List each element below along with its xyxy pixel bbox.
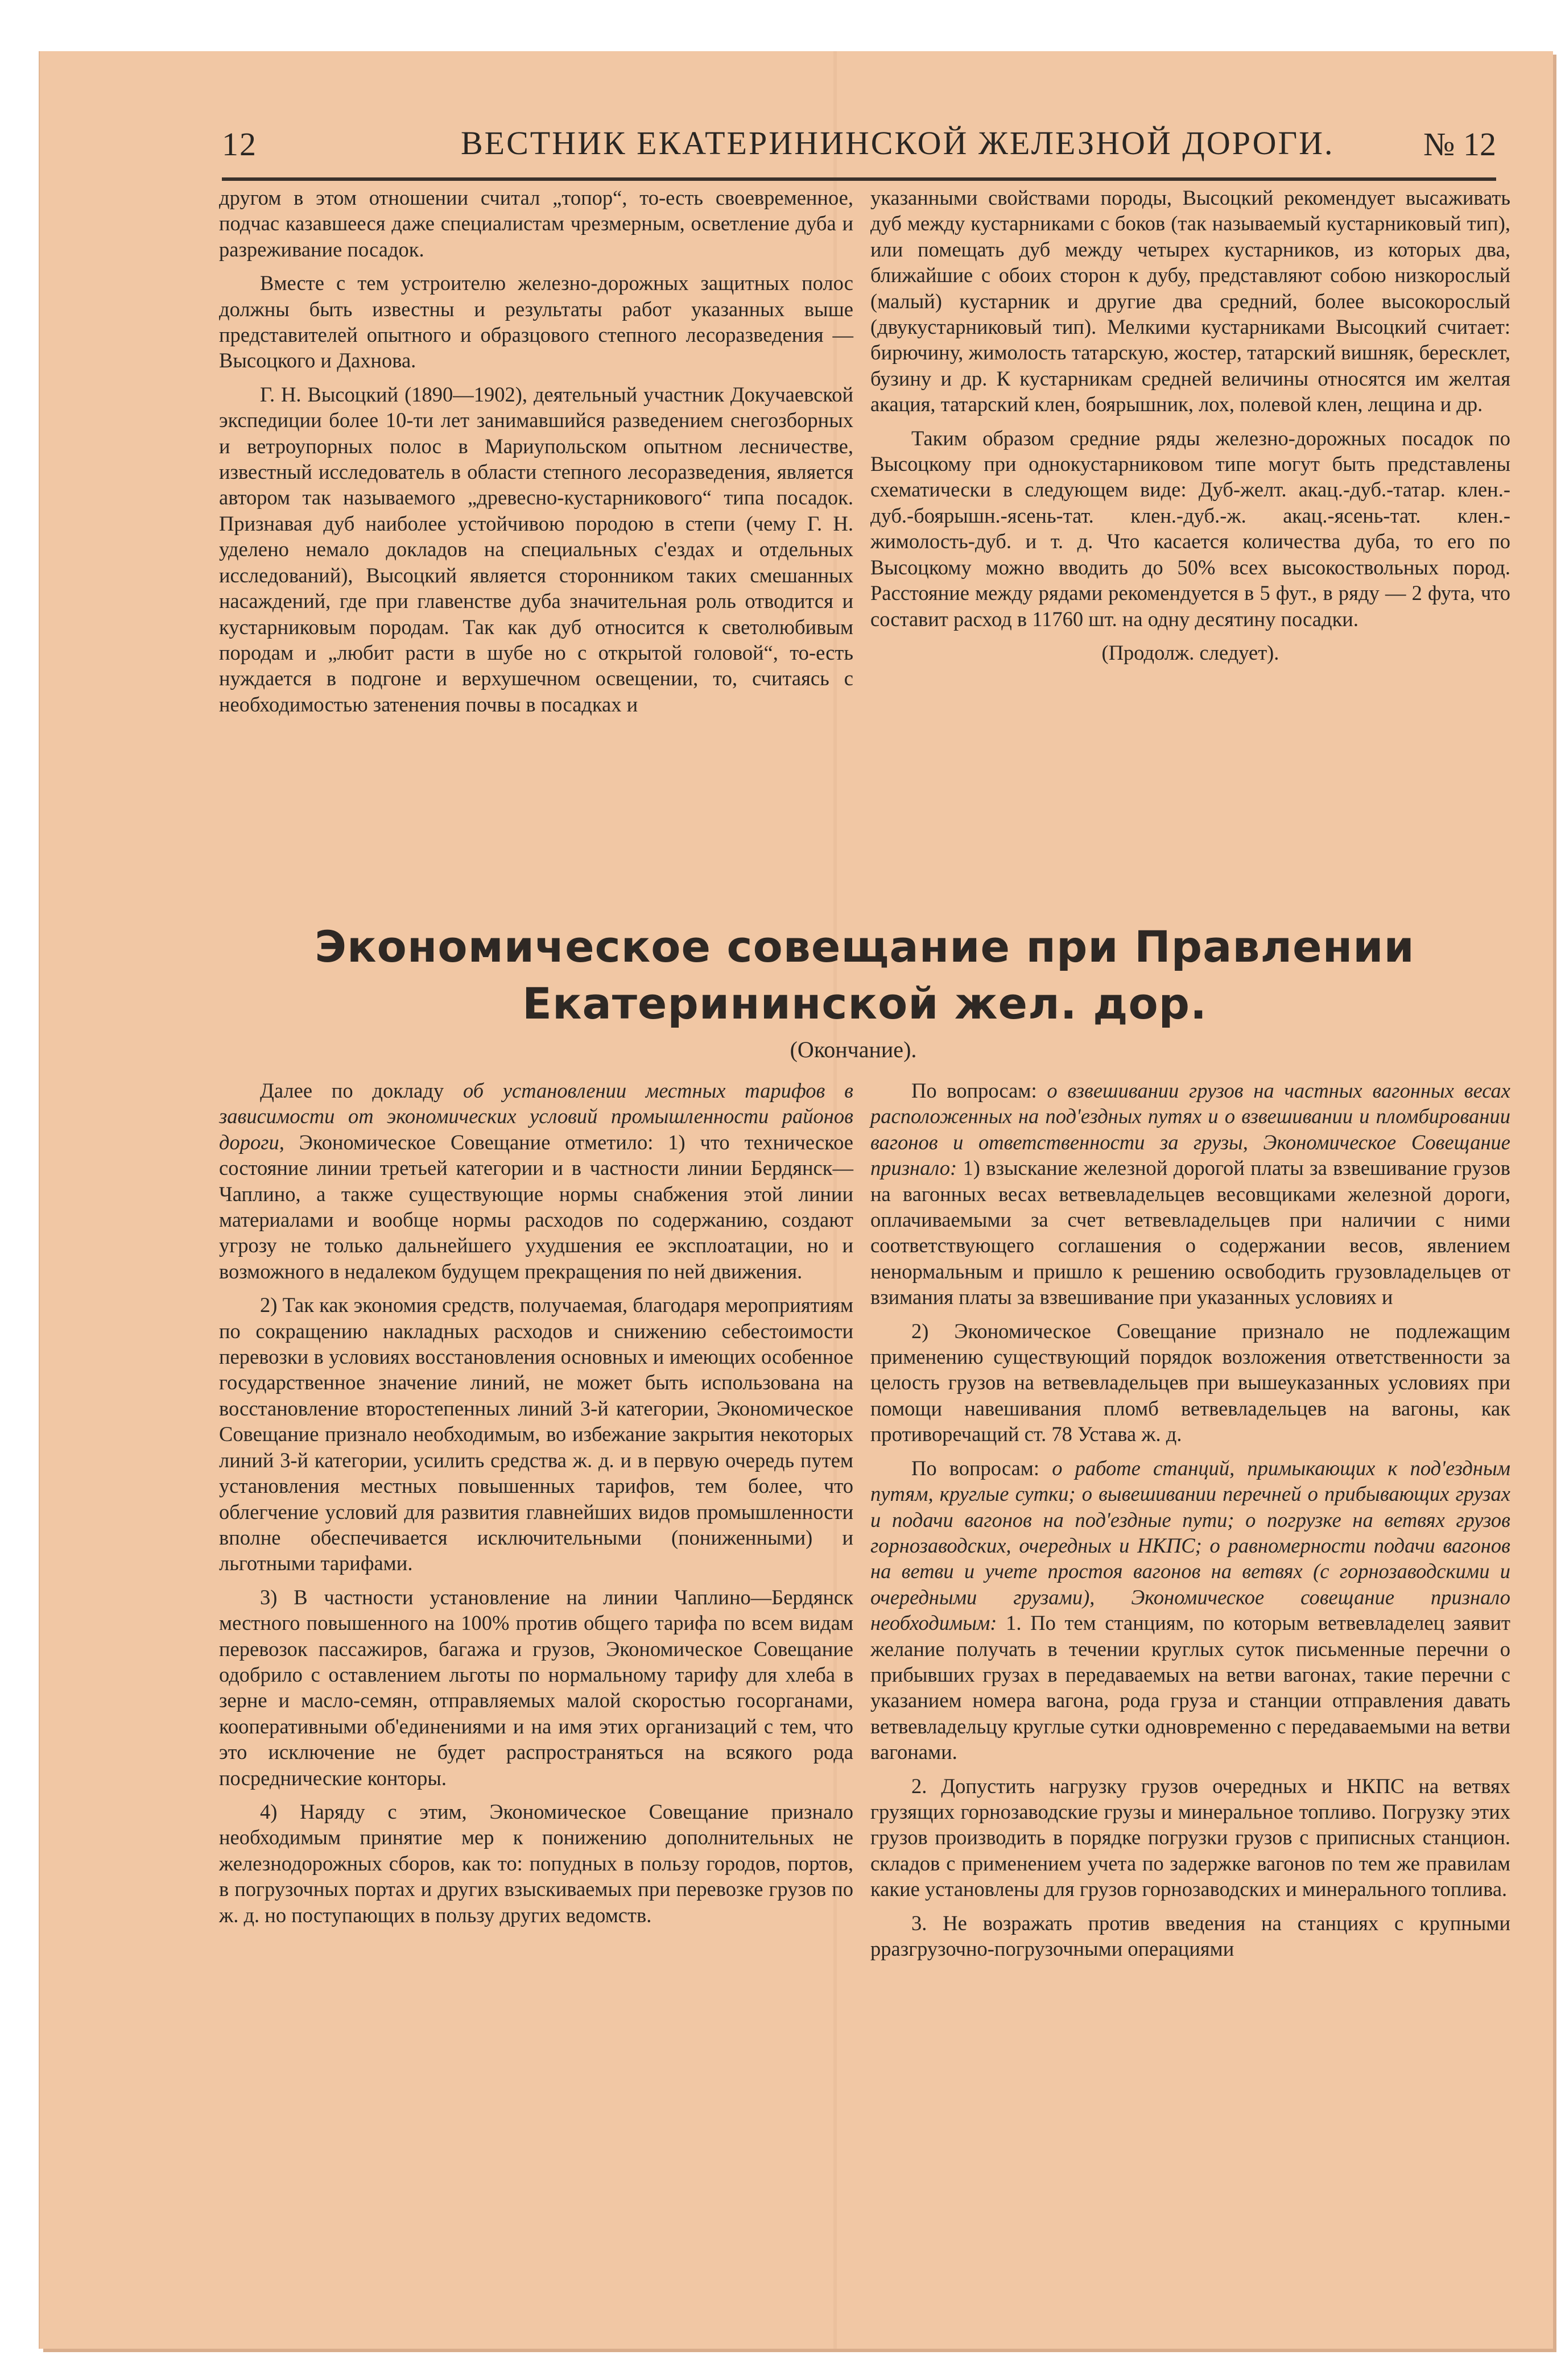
paragraph: 3) В частности установление на линии Чаплино—Бердянск местного повышенного на 100% против общего тарифа по всем видам перевозок пассажиров, багажа и грузов, Экономическое Совещание одобрило с оставлением льготы по нормальному тарифу для хлеба в зерне и масло-семян, отправляемых малой скоростью госорганами, кооперативными об'единениями и на имя этих организаций с тем, что это исключение не будет распространяться на всякого рода посреднические конторы. xyxy=(219,1585,853,1790)
article-title-line-1: Экономическое совещание при Правлении xyxy=(315,921,1415,972)
article-title xyxy=(216,918,1513,1032)
italic-topic: о работе станций, примыкающих к под'ездным путям, круглые сутки; о вывешивании перечней о прибывающих грузах и подачи вагонов на под'ездные пути; о погрузке на ветвях грузов горнозаводских, очередных и НКПС; о равномерности подачи вагонов на ветви и учете простоя вагонов на ветвях (с горнозаводскими и очередными грузами), Экономическое совещание признало необходимым: xyxy=(870,1456,1511,1635)
paragraph: 2) Так как экономия средств, получаемая, благодаря мероприятиям по сокращению накладных расходов и снижению себестоимости перевозки в условиях восстановления основных и имеющих особенное государственное значение линий, не может быть использована на восстановление второстепенных линий 3-й категории, Экономическое Совещание признало необходимым, во избежание закрытия некоторых линий 3-й категории, усилить средства ж. д. и в первую очередь путем установления местных повышенных тарифов, тем более, что облегчение условий для развития главнейших видов промышленности вполне обеспечивается исключительными (пониженными) и льготными тарифами. xyxy=(219,1293,853,1575)
paragraph: Г. Н. Высоцкий (1890—1902), деятельный участник Докучаевской экспедиции более 10-ти лет занимавшийся разведением снегозборных и ветроупорных полос в Мариупольском опытном лесничестве, известный исследователь в области степного лесоразведения, является автором так называемого „древесно-кустарникового“ типа посадок. Признавая дуб наиболее устойчивою породою в степи (чему Г. Н. уделено немало докладов на специальных с'ездах и отдельных исследований), Высоцкий является сторонником таких смешанных насаждений, где при главенстве дуба значительная роль отводится и кустарниковым породам. Так как дуб относится к светолюбивым породам и „любит расти в шубе но с открытой головой“, то-есть нуждается в подгоне и верхушечном освещении, то, считаясь с необходимостью затенения почвы в посадках и xyxy=(219,382,853,716)
text-run: 1) взыскание железной дорогой платы за взвешивание грузов на вагонных весах ветвевладельцев весовщиками железной дороги, оплачиваемыми за счет ветвевладельцев при наличии с ними соответствующего соглашения о содержании весов, явлением ненормальным и пришло к решению освободить грузовладельцев от взимания платы за взвешивание при указанных условиях и xyxy=(870,1156,1510,1309)
paragraph xyxy=(870,1078,1510,1310)
paragraph: 4) Наряду с этим, Экономическое Совещание признало необходимым принятие мер к понижению дополнительных не железнодорожных сборов, как то: попудных в пользу городов, портов, в погрузочных портах и других взыскиваемых при перевозке грузов по ж. д. но поступающих в пользу других ведомств. xyxy=(219,1799,853,1927)
top-article-column-left xyxy=(219,185,853,725)
text-run: По вопросам: xyxy=(911,1079,1047,1102)
article-column-left xyxy=(219,1078,853,1936)
article-subtitle: (Окончание). xyxy=(790,1037,917,1062)
paragraph: указанными свойствами породы, Высоцкий рекомендует высаживать дуб между кустарниками с боков (так называемый кустарниковый тип), или помещать дуб между четырех кустарников, из которых два, ближайшие с обоих сторон к дубу, представляют собою низкорослый (малый) кустарник и другие два средний, более высокорослый (двукустарниковый тип). Мелкими кустарниками Высоцкий считает: бирючину, жимолость татарскую, жостер, татарский вишняк, бересклет, бузину и др. К кустарникам средней величины относятся им желтая акация, татарский клен, боярышник, лох, полевой клен, лещина и др. xyxy=(870,186,1510,416)
journal-title: ВЕСТНИК ЕКАТЕРИНИНСКОЙ ЖЕЛЕЗНОЙ ДОРОГИ. xyxy=(461,125,1335,162)
paragraph: 2. Допустить нагрузку грузов очередных и НКПС на ветвях грузящих горнозаводские грузы и минеральное топливо. Погрузку этих грузов производить в порядке погрузки грузов с приписных станцион. складов с применением учета по задержке вагонов по тем же правилам какие установлены для грузов горнозаводских и минерального топлива. xyxy=(870,1774,1510,1901)
text-run: Экономическое Совещание отметило: 1) что техническое состояние линии третьей категории и в частности линии Бердянск—Чаплино, а также существующие нормы снабжения этой линии материалами и вообще нормы расходов по содержанию, создают угрозу не только дальнейшего ухудшения ее эксплоатации, но и возможного в недалеком будущем прекращения по ней движения. xyxy=(219,1130,853,1283)
text-run: Далее по докладу xyxy=(260,1079,463,1102)
paragraph: 3. Не возражать против введения на станциях с крупными рразгрузочно-погрузочными операциями xyxy=(870,1911,1510,1960)
italic-topic: об установлении местных тарифов в зависимости от экономических условий промышленности районов дороги, xyxy=(219,1079,853,1154)
text-run: По вопросам: xyxy=(911,1456,1052,1480)
paragraph: 2) Экономическое Совещание признало не подлежащим применению существующий порядок возложения ответственности за целость грузов на ветвевладельцев при вышеуказанных условиях при помощи навешивания пломб ветвевладельцев на вагоны, как противоречащий ст. 78 Устава ж. д. xyxy=(870,1319,1510,1446)
header-rule xyxy=(222,177,1496,181)
paragraph xyxy=(219,1078,853,1284)
paragraph: Вместе с тем устроителю железно-дорожных защитных полос должны быть известны и результаты работ указанных выше представителей опытного и образцового степного лесоразведения — Высоцкого и Дахнова. xyxy=(219,271,853,372)
article-title-line-2: Екатерининской жел. дор. xyxy=(522,978,1207,1029)
issue-number: № 12 xyxy=(1423,126,1496,163)
top-article-column-right xyxy=(870,185,1510,673)
italic-topic: о взвешивании грузов на частных вагонных весах расположенных на под'ездных путях и о взвешивании и пломбировании вагонов и ответственности за грузы, Экономическое Совещание признало: xyxy=(870,1079,1510,1180)
paragraph: Таким образом средние ряды железно-дорожных посадок по Высоцкому при однокустарниковом типе могут быть представлены схематически в следующем виде: Дуб-желт. акац.-дуб.-татар. клен.-дуб.-боярышн.-ясень-тат. клен.-дуб.-ж. акац.-ясень-тат. клен.-жимолость-дуб. и т. д. Что касается количества дуба, то его по Высоцкому можно вводить до 50% всех высокоствольных пород. Расстояние между рядами рекомендуется в 5 фут., в ряду — 2 фута, что составит расход в 11760 шт. на одну десятину посадки. xyxy=(870,426,1510,631)
continued-note: (Продолж. следует). xyxy=(1101,640,1279,664)
text-run: 1. По тем станциям, по которым ветвевладелец заявит желание получать в течении круглых суток письменные перечни о прибывших грузах в передаваемых на ветви вагонах, такие перечни с указанием номера вагона, рода груза и станции отправления давать ветвевладельцу круглые сутки одновременно с передаваемыми на ветви вагонами. xyxy=(870,1611,1510,1764)
paragraph: другом в этом отношении считал „топор“, то-есть своевременное, подчас казавшееся даже специалистам чрезмерным, осветление дуба и разреживание посадок. xyxy=(219,186,853,261)
page-number: 12 xyxy=(222,126,257,163)
page-header xyxy=(222,114,1508,182)
article-column-right xyxy=(870,1078,1510,1969)
paragraph xyxy=(870,1455,1510,1765)
